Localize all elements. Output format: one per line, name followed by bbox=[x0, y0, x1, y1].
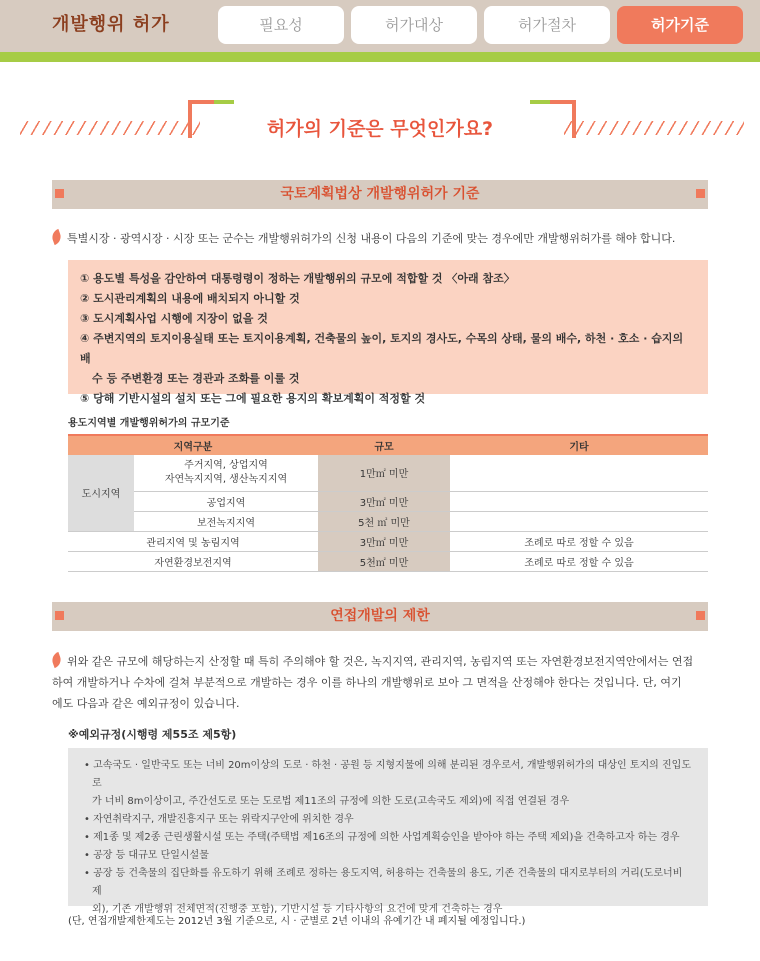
section-header-adjacent bbox=[52, 602, 708, 631]
other-cell bbox=[450, 491, 708, 511]
table-header: 규모 bbox=[318, 435, 450, 455]
footnote: (단, 연접개발제한제도는 2012년 3월 기준으로, 시 · 군별로 2년 이내의 유예기간 내 폐지될 예정입니다.) bbox=[68, 916, 526, 927]
table-row bbox=[68, 551, 708, 571]
exception-item: • 고속국도 · 일반국도 또는 너비 20m이상의 도로 · 하천 · 공원 등 지형지물에 의해 분리된 경우로서, 개발행위허가의 대상인 토지의 진입도로 bbox=[84, 760, 691, 789]
accent-divider bbox=[0, 52, 760, 62]
other-cell: 조례로 따로 정할 수 있음 bbox=[450, 551, 708, 571]
table-row bbox=[68, 491, 708, 511]
other-cell bbox=[450, 455, 708, 491]
scale-cell: 1만㎡ 미만 bbox=[318, 455, 450, 491]
area-cell bbox=[134, 455, 318, 491]
intro-text: 특별시장 · 광역시장 · 시장 또는 군수는 개발행위허가의 신청 내용이 다음의 기준에 맞는 경우에만 개발행위허가를 해야 합니다. bbox=[67, 232, 676, 245]
criteria-item: ③ 도시계획사업 시행에 지장이 없을 것 bbox=[80, 312, 268, 325]
exception-title: ※예외규정(시행령 제55조 제5항) bbox=[68, 728, 237, 741]
other-cell: 조례로 따로 정할 수 있음 bbox=[450, 531, 708, 551]
area-line: 주거지역, 상업지역 bbox=[184, 459, 268, 471]
table-row bbox=[68, 531, 708, 551]
scale-cell: 5천㎡ 미만 bbox=[318, 551, 450, 571]
criteria-intro bbox=[52, 228, 712, 249]
area-line: 자연녹지지역, 생산녹지지역 bbox=[164, 473, 288, 485]
group-cell: 도시지역 bbox=[68, 455, 134, 531]
page-title: 허가의 기준은 무엇인가요? bbox=[266, 118, 494, 140]
area-cell: 자연환경보전지역 bbox=[68, 551, 318, 571]
exception-item: 가 너비 8m이상이고, 주간선도로 또는 도로법 제11조의 규정에 의한 도로(고속국도 제외)에 직접 연결된 경우 bbox=[92, 796, 570, 807]
criteria-item: ② 도시관리계획의 내용에 배치되지 아니할 것 bbox=[80, 292, 300, 305]
intro-line: 위와 같은 규모에 해당하는지 산정할 때 특히 주의해야 할 것은, 녹지지역, 관리지역, 농림지역 또는 자연환경보전지역안에서는 연접 bbox=[67, 655, 694, 668]
exception-item: • 제1종 및 제2종 근린생활시설 또는 주택(주택법 제16조의 규정에 의한 사업계획승인을 받아야 하는 주택 제외)을 건축하고자 하는 경우 bbox=[84, 832, 680, 843]
criteria-item: ⑤ 당해 기반시설의 설치 또는 그에 필요한 용지의 확보계획이 적정할 것 bbox=[80, 392, 426, 405]
area-cell: 공업지역 bbox=[134, 491, 318, 511]
scale-cell: 3만㎡ 미만 bbox=[318, 491, 450, 511]
criteria-item: ① 용도별 특성을 감안하여 대통령령이 정하는 개발행위의 규모에 적합할 것 〈아래 참조〉 bbox=[80, 272, 515, 285]
adjacent-intro bbox=[52, 651, 712, 714]
square-marker-icon bbox=[696, 611, 705, 620]
table-row bbox=[68, 511, 708, 531]
exception-item: • 자연취락지구, 개발진흥지구 또는 위락지구안에 위치한 경우 bbox=[84, 814, 354, 825]
brand-title: 개발행위 허가 bbox=[52, 14, 170, 35]
table-caption: 용도지역별 개발행위허가의 규모기준 bbox=[68, 418, 230, 429]
scale-cell: 5천 ㎡ 미만 bbox=[318, 511, 450, 531]
criteria-item: 수 등 주변환경 또는 경관과 조화를 이룰 것 bbox=[92, 372, 300, 385]
exception-box bbox=[68, 748, 708, 915]
area-cell: 관리지역 및 농림지역 bbox=[68, 531, 318, 551]
tab-permit-procedure[interactable]: 허가절차 bbox=[484, 6, 610, 44]
exception-item: • 공장 등 건축물의 집단화를 유도하기 위해 조례로 정하는 용도지역, 허용하는 건축물의 용도, 기존 건축물의 대지로부터의 거리(도로너비 제 bbox=[84, 868, 683, 897]
leaf-bullet-icon bbox=[50, 652, 63, 668]
table-header: 지역구분 bbox=[68, 435, 318, 455]
tab-necessity[interactable]: 필요성 bbox=[218, 6, 344, 44]
section-title: 연접개발의 제한 bbox=[330, 608, 430, 624]
scale-cell: 3만㎡ 미만 bbox=[318, 531, 450, 551]
section-title: 국토계획법상 개발행위허가 기준 bbox=[280, 186, 480, 202]
area-cell: 보전녹지지역 bbox=[134, 511, 318, 531]
tab-permit-criteria[interactable]: 허가기준 bbox=[617, 6, 743, 44]
exception-item: 외), 기존 개발행위 전체면적(진행중 포함), 기반시설 등 기타사항의 요건에 맞게 건축하는 경우 bbox=[92, 904, 503, 915]
table-header: 기타 bbox=[450, 435, 708, 455]
intro-line: 하여 개발하거나 수차에 걸쳐 부분적으로 개발하는 경우 이를 하나의 개발행위로 보아 그 면적을 산정해야 한다는 것입니다. 단, 여기 bbox=[52, 676, 682, 689]
criteria-box bbox=[68, 260, 708, 405]
tab-permit-target[interactable]: 허가대상 bbox=[351, 6, 477, 44]
exception-item: • 공장 등 대규모 단일시설물 bbox=[84, 850, 209, 861]
scale-table bbox=[68, 434, 708, 572]
leaf-bullet-icon bbox=[50, 229, 63, 245]
table-row bbox=[68, 455, 708, 491]
square-marker-icon bbox=[696, 189, 705, 198]
other-cell bbox=[450, 511, 708, 531]
top-nav-bar bbox=[0, 0, 760, 52]
intro-line: 에도 다음과 같은 예외규정이 있습니다. bbox=[52, 697, 240, 710]
section-header-criteria bbox=[52, 180, 708, 209]
criteria-item: ④ 주변지역의 토지이용실태 또는 토지이용계획, 건축물의 높이, 토지의 경사도, 수목의 상태, 물의 배수, 하천 · 호소 · 습지의 배 bbox=[80, 332, 684, 365]
